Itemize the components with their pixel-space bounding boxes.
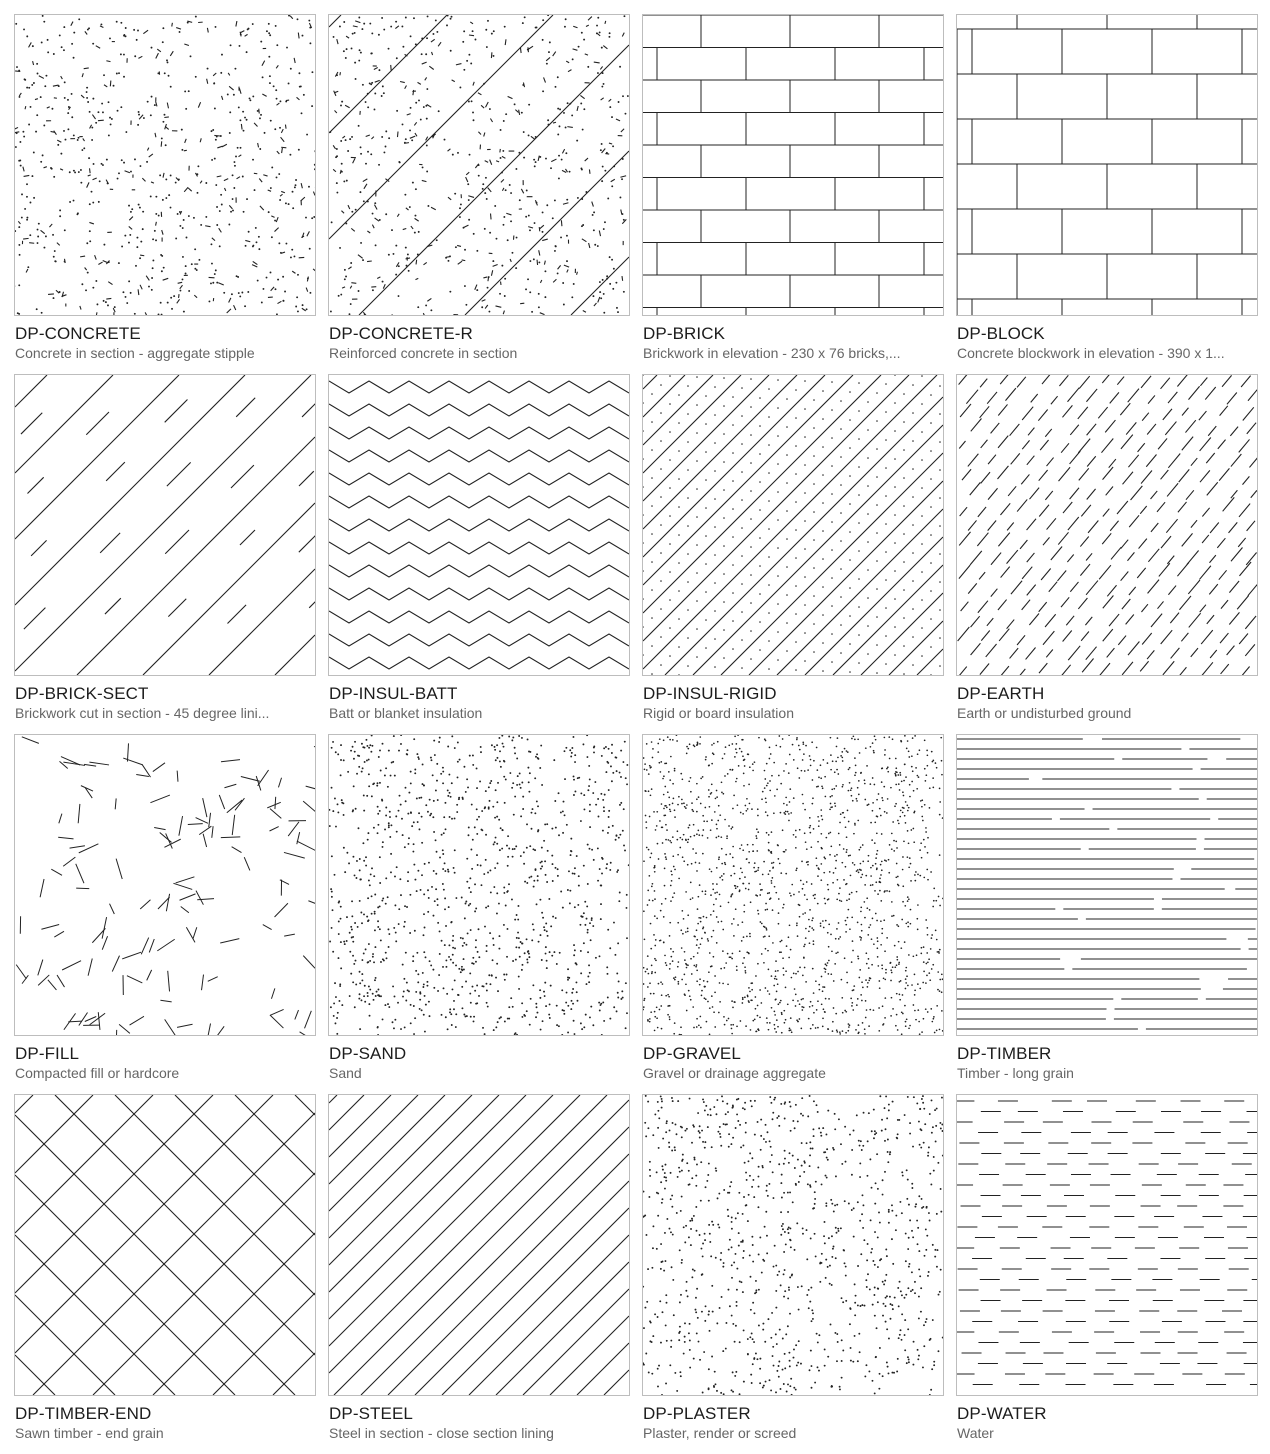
- pattern-name: DP-PLASTER: [643, 1404, 751, 1423]
- pattern-tile-dp-brick[interactable]: [642, 14, 944, 366]
- pattern-description: Water: [957, 1425, 994, 1441]
- pattern-description: Concrete blockwork in elevation - 390 x 1...: [957, 345, 1225, 361]
- pattern-name: DP-BRICK-SECT: [15, 684, 149, 703]
- earth-icon: [956, 374, 1258, 676]
- pattern-tile-dp-water[interactable]: [956, 1094, 1258, 1446]
- pattern-name: DP-WATER: [957, 1404, 1047, 1423]
- pattern-name: DP-BLOCK: [957, 324, 1045, 343]
- pattern-tile-dp-concrete-r[interactable]: [328, 14, 630, 366]
- pattern-name: DP-CONCRETE: [15, 324, 141, 343]
- water-icon: [956, 1094, 1258, 1396]
- pattern-tile-dp-timber-end[interactable]: [14, 1094, 316, 1446]
- plaster-icon: [642, 1094, 944, 1396]
- reinforced-concrete-icon: [328, 14, 630, 316]
- pattern-description: Timber - long grain: [957, 1065, 1074, 1081]
- pattern-tile-dp-concrete[interactable]: [14, 14, 316, 366]
- pattern-name: DP-SAND: [329, 1044, 407, 1063]
- pattern-tile-dp-block[interactable]: [956, 14, 1258, 366]
- pattern-tile-dp-gravel[interactable]: [642, 734, 944, 1086]
- batt-insulation-icon: [328, 374, 630, 676]
- pattern-description: Earth or undisturbed ground: [957, 705, 1132, 721]
- pattern-tile-dp-steel[interactable]: [328, 1094, 630, 1446]
- brick-section-icon: [14, 374, 316, 676]
- pattern-description: Steel in section - close section lining: [329, 1425, 554, 1441]
- timber-long-grain-icon: [956, 734, 1258, 1036]
- pattern-description: Sawn timber - end grain: [15, 1425, 164, 1441]
- pattern-description: Brickwork cut in section - 45 degree lini...: [15, 705, 270, 721]
- pattern-tile-dp-fill[interactable]: [14, 734, 316, 1086]
- pattern-name: DP-EARTH: [957, 684, 1045, 703]
- timber-end-grain-icon: [14, 1094, 316, 1396]
- pattern-description: Rigid or board insulation: [643, 705, 794, 721]
- gravel-icon: [642, 734, 944, 1036]
- pattern-tile-dp-timber[interactable]: [956, 734, 1258, 1086]
- pattern-description: Sand: [329, 1065, 362, 1081]
- pattern-name: DP-INSUL-RIGID: [643, 684, 777, 703]
- pattern-tile-dp-earth[interactable]: [956, 374, 1258, 726]
- fill-icon: [14, 734, 316, 1036]
- pattern-name: DP-FILL: [15, 1044, 79, 1063]
- block-elevation-icon: [956, 14, 1258, 316]
- pattern-description: Gravel or drainage aggregate: [643, 1065, 826, 1081]
- pattern-description: Concrete in section - aggregate stipple: [15, 345, 255, 361]
- rigid-insulation-icon: [642, 374, 944, 676]
- pattern-name: DP-CONCRETE-R: [329, 324, 473, 343]
- pattern-description: Plaster, render or screed: [643, 1425, 797, 1441]
- pattern-name: DP-TIMBER-END: [15, 1404, 152, 1423]
- sand-icon: [328, 734, 630, 1036]
- concrete-stipple-icon: [14, 14, 316, 316]
- pattern-tile-dp-plaster[interactable]: [642, 1094, 944, 1446]
- pattern-tile-dp-sand[interactable]: [328, 734, 630, 1086]
- pattern-description: Compacted fill or hardcore: [15, 1065, 180, 1081]
- pattern-description: Reinforced concrete in section: [329, 345, 518, 361]
- pattern-name: DP-TIMBER: [957, 1044, 1052, 1063]
- pattern-tile-dp-insul-rigid[interactable]: [642, 374, 944, 726]
- brick-elevation-icon: [642, 14, 944, 316]
- pattern-description: Batt or blanket insulation: [329, 705, 483, 721]
- pattern-tile-dp-brick-sect[interactable]: [14, 374, 316, 726]
- pattern-name: DP-STEEL: [329, 1404, 413, 1423]
- pattern-name: DP-INSUL-BATT: [329, 684, 458, 703]
- steel-icon: [328, 1094, 630, 1396]
- pattern-name: DP-GRAVEL: [643, 1044, 741, 1063]
- pattern-description: Brickwork in elevation - 230 x 76 bricks,...: [643, 345, 901, 361]
- pattern-name: DP-BRICK: [643, 324, 726, 343]
- pattern-tile-dp-insul-batt[interactable]: [328, 374, 630, 726]
